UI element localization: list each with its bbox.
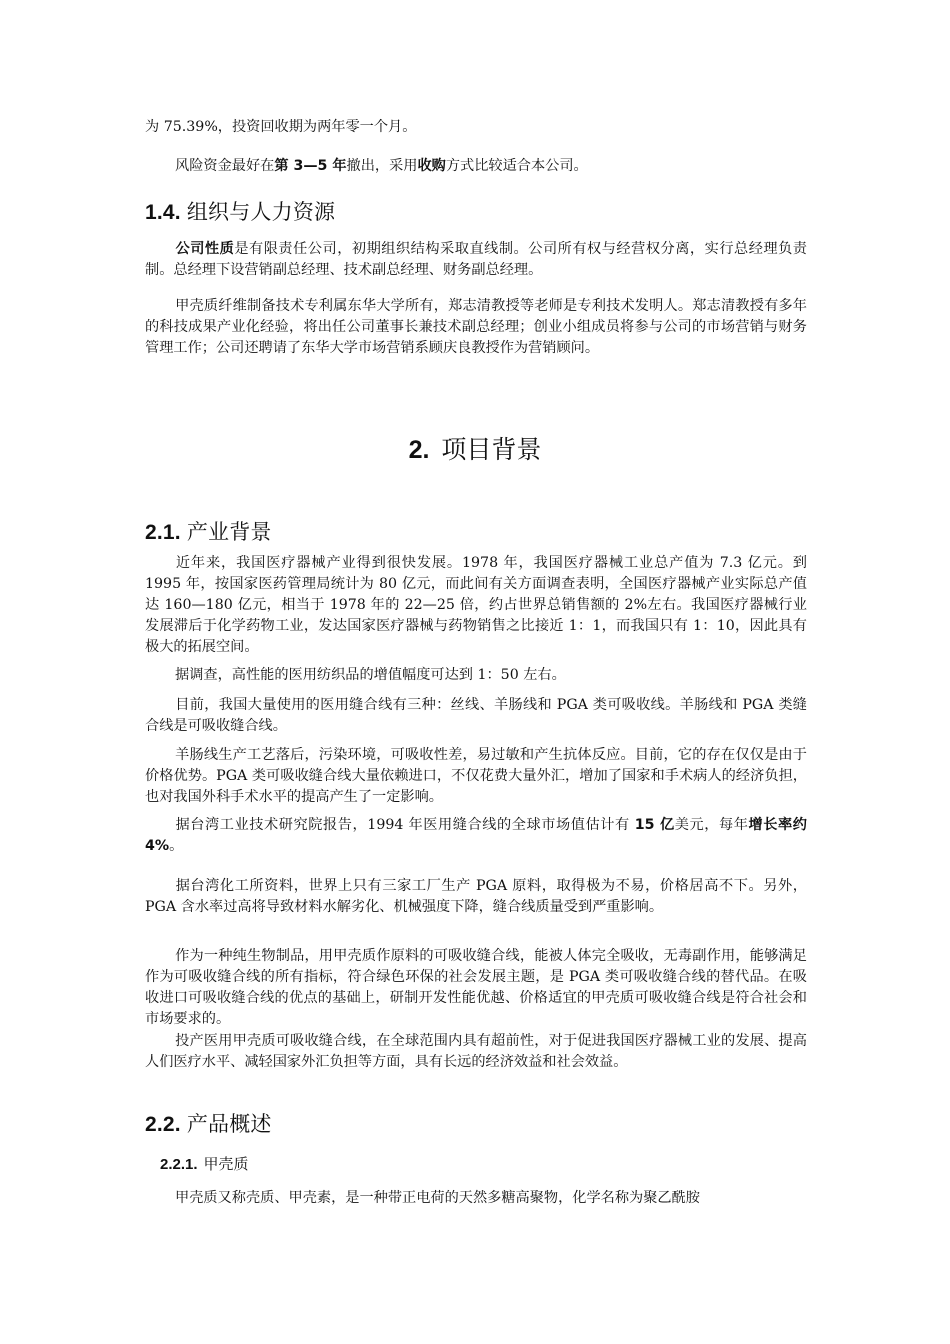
heading-2-2-1: 2.2.1. 甲壳质 xyxy=(160,1156,249,1173)
paragraph-chitin: 甲壳质又称壳质、甲壳素，是一种带正电荷的天然多糖高聚物，化学名称为聚乙酰胺 xyxy=(175,1190,700,1206)
heading-1-4: 1.4. 组织与人力资源 xyxy=(145,201,336,224)
paragraph-catgut: 羊肠线生产工艺落后，污染环境，可吸收性差，易过敏和产生抗体反应。目前，它的存在仅仅是由于价格优势。PGA 类可吸收缝合线大量依赖进口，不仅花费大量外汇，增加了国家和手术病人的经济负担，也对我国外科手术水平的提高产生了一定影响。 xyxy=(145,747,807,805)
paragraph-sutures: 目前，我国大量使用的医用缝合线有三种：丝线、羊肠线和 PGA 类可吸收线。羊肠线和 PGA 类缝合线是可吸收缝合线。 xyxy=(145,697,807,734)
heading-2: 2. 项目背景 xyxy=(408,436,542,464)
heading-2-2: 2.2. 产品概述 xyxy=(145,1113,272,1136)
paragraph-industry: 近年来，我国医疗器械产业得到很快发展。1978 年，我国医疗器械工业总产值为 7.3 亿元。到 1995 年，按国家医药管理局统计为 80 亿元，而此间有关方面调查表明，全国医疗器械产业实际总产值达 160—180 亿元，相当于 1978 年的 22—25 倍，约占世界总销售额的 2%左右。我国医疗器械行业发展滞后于化学药物工业，发达国家医疗器械与药物销售之比接近 1：1，而我国只有 1：10，因此具有极大的拓展空间。 xyxy=(145,555,807,655)
paragraph-intro-end: 为 75.39%，投资回收期为两年零一个月。 xyxy=(145,119,417,135)
paragraph-pga: 据台湾化工所资料，世界上只有三家工厂生产 PGA 原料，取得极为不易，价格居高不下。另外，PGA 含水率过高将导致材料水解劣化、机械强度下降，缝合线质量受到严重影响。 xyxy=(145,878,807,915)
paragraph-benefit: 投产医用甲壳质可吸收缝合线，在全球范围内具有超前性，对于促进我国医疗器械工业的发展、提高人们医疗水平、减轻国家外汇负担等方面，具有长远的经济效益和社会效益。 xyxy=(145,1033,807,1070)
paragraph-organization: 公司性质是有限责任公司，初期组织结构采取直线制。公司所有权与经营权分离，实行总经理负责制。总经理下设营销副总经理、技术副总经理、财务副总经理。 xyxy=(145,241,807,278)
paragraph-risk-capital: 风险资金最好在第 3—5 年撤出，采用收购方式比较适合本公司。 xyxy=(175,158,588,174)
paragraph-market: 据台湾工业技术研究院报告，1994 年医用缝合线的全球市场值估计有 15 亿美元，每年增长率约 4%。 xyxy=(145,817,807,854)
paragraph-patent: 甲壳质纤维制备技术专利属东华大学所有，郑志清教授等老师是专利技术发明人。郑志清教授有多年的科技成果产业化经验，将出任公司董事长兼技术副总经理；创业小组成员将参与公司的市场营销与财务管理工作；公司还聘请了东华大学市场营销系顾庆良教授作为营销顾问。 xyxy=(145,298,807,356)
paragraph-biological: 作为一种纯生物制品，用甲壳质作原料的可吸收缝合线，能被人体完全吸收，无毒副作用，能够满足作为可吸收缝合线的所有指标，符合绿色环保的社会发展主题，是 PGA 类可吸收缝合线的替代品。在吸收进口可吸收缝合线的优点的基础上，研制开发性能优越、价格适宜的甲壳质可吸收缝合线是符合社会和市场要求的。 xyxy=(145,948,807,1027)
paragraph-survey: 据调查，高性能的医用纺织品的增值幅度可达到 1：50 左右。 xyxy=(175,667,566,683)
heading-2-1: 2.1. 产业背景 xyxy=(145,521,272,544)
